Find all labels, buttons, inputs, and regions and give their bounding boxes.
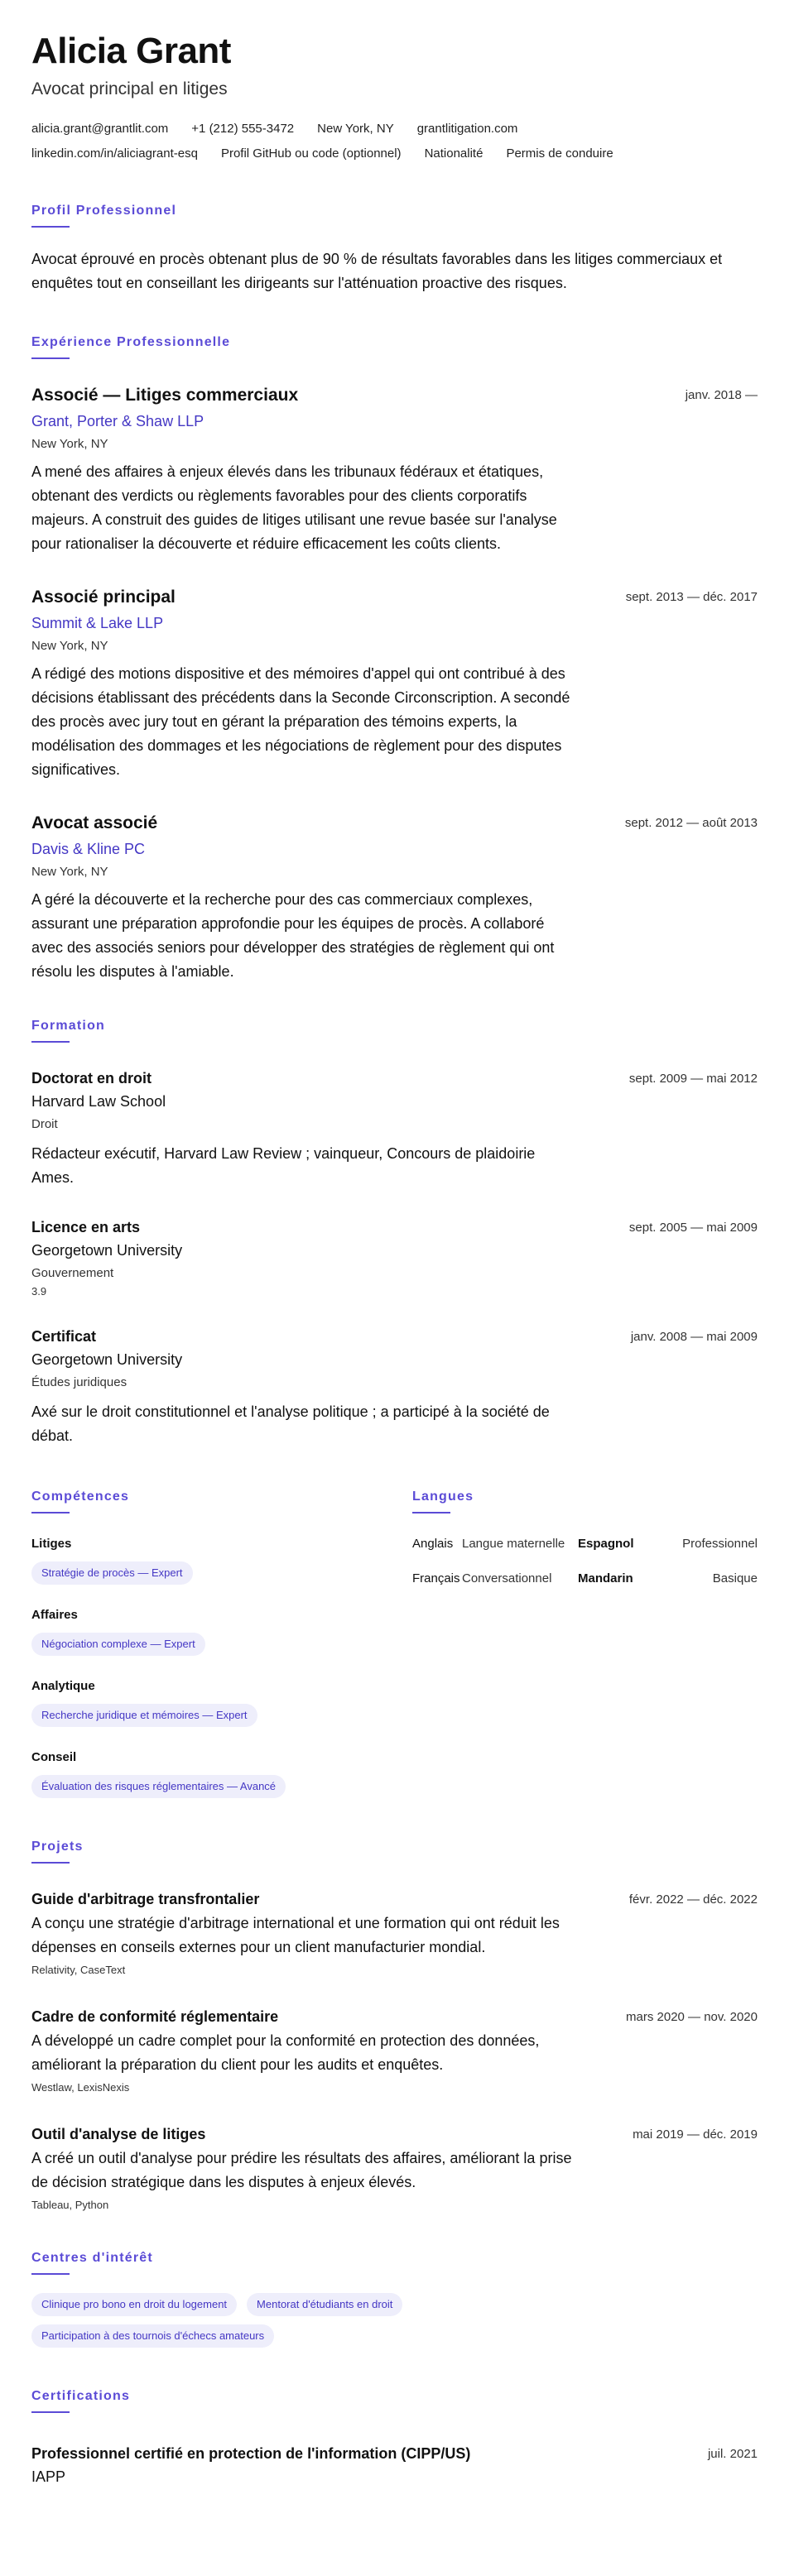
skill-category: Conseil <box>31 1750 77 1764</box>
experience-entry <box>31 586 758 782</box>
certification-entry <box>31 2443 758 2487</box>
experience-entry <box>31 384 758 556</box>
skill-category: Affaires <box>31 1608 78 1622</box>
section-divider <box>31 226 70 228</box>
certification-date: juil. 2021 <box>707 2447 758 2461</box>
contact-row-secondary <box>31 144 758 164</box>
candidate-headline: Avocat principal en litiges <box>31 79 228 98</box>
section-title: Projets <box>31 1840 84 1854</box>
job-location: New York, NY <box>31 437 108 451</box>
contact-nationality: Nationalité <box>424 146 484 161</box>
interests-section <box>31 2249 758 2348</box>
degree-title: Certificat <box>31 1328 97 1345</box>
section-divider <box>31 1512 70 1513</box>
field-of-study: Études juridiques <box>31 1375 127 1389</box>
section-title: Expérience Professionnelle <box>31 335 231 349</box>
job-location: New York, NY <box>31 865 108 879</box>
project-description: A conçu une stratégie d'arbitrage international et une formation qui ont réduit les dépenses en conseils externes pour un client manufacturier mondial. <box>31 1915 560 1955</box>
section-divider <box>31 1041 70 1043</box>
section-title: Formation <box>31 1019 106 1033</box>
contact-phone[interactable]: +1 (212) 555-3472 <box>191 122 295 136</box>
projects-section <box>31 1838 758 2213</box>
section-title: Compétences <box>31 1489 130 1504</box>
section-title: Langues <box>412 1489 474 1504</box>
language-level: Basique <box>712 1571 758 1585</box>
skill-chip: Stratégie de procès — Expert <box>31 1561 193 1585</box>
project-tech: Westlaw, LexisNexis <box>31 2081 130 2094</box>
company-name: Davis & Kline PC <box>31 841 146 857</box>
degree-title: Licence en arts <box>31 1219 141 1235</box>
language-level: Langue maternelle <box>462 1537 565 1551</box>
field-of-study: Droit <box>31 1117 58 1131</box>
education-description: Axé sur le droit constitutionnel et l'analyse politique ; a participé à la société de débat. <box>31 1403 550 1444</box>
section-divider <box>31 1862 70 1864</box>
education-description: Rédacteur exécutif, Harvard Law Review ; vainqueur, Concours de plaidoirie Ames. <box>31 1145 536 1186</box>
job-title: Avocat associé <box>31 813 158 832</box>
candidate-name: Alicia Grant <box>31 31 231 71</box>
project-entry <box>31 2006 758 2095</box>
language-level: Professionnel <box>682 1537 758 1551</box>
resume-header <box>31 30 758 164</box>
institution-name: Georgetown University <box>31 1351 183 1368</box>
project-entry <box>31 2123 758 2213</box>
education-section <box>31 1017 758 1448</box>
interest-chip: Participation à des tournois d'échecs amateurs <box>31 2324 274 2348</box>
education-dates: sept. 2005 — mai 2009 <box>628 1221 758 1235</box>
education-entry <box>31 1067 758 1190</box>
project-dates: mars 2020 — nov. 2020 <box>626 2010 758 2024</box>
contact-row-primary <box>31 119 758 139</box>
skill-chip: Évaluation des risques réglementaires — Avancé <box>31 1775 286 1798</box>
project-tech: Relativity, CaseText <box>31 1964 126 1976</box>
job-location: New York, NY <box>31 639 108 653</box>
project-name: Guide d'arbitrage transfrontalier <box>31 1891 260 1907</box>
education-entry <box>31 1326 758 1448</box>
contact-driving-license: Permis de conduire <box>506 146 613 161</box>
section-title: Certifications <box>31 2389 131 2403</box>
profile-summary: Avocat éprouvé en procès obtenant plus de 90 % de résultats favorables dans les litiges commerciaux et enquêtes tout en conseillant les dirigeants sur l'atténuation proactive des risques. <box>31 251 723 291</box>
language-name: Mandarin <box>578 1571 633 1585</box>
section-title: Profil Professionnel <box>31 204 177 218</box>
language-level: Conversationnel <box>462 1571 552 1585</box>
languages-section <box>412 1488 758 1798</box>
contact-website[interactable]: grantlitigation.com <box>416 122 518 136</box>
certifications-section <box>31 2387 758 2487</box>
section-title: Centres d'intérêt <box>31 2251 153 2265</box>
languages-grid <box>412 1535 758 1588</box>
contact-location: New York, NY <box>317 122 394 136</box>
institution-name: Georgetown University <box>31 1242 183 1259</box>
field-of-study: Gouvernement <box>31 1266 114 1280</box>
interest-chip: Mentorat d'étudiants en droit <box>247 2293 402 2316</box>
company-name: Summit & Lake LLP <box>31 615 164 631</box>
experience-entry <box>31 812 758 984</box>
skill-chip: Négociation complexe — Expert <box>31 1633 205 1656</box>
job-dates: sept. 2012 — août 2013 <box>624 816 758 830</box>
skill-group <box>31 1749 412 1798</box>
interests-list <box>31 2293 545 2348</box>
skill-group <box>31 1606 412 1656</box>
skill-chip: Recherche juridique et mémoires — Expert <box>31 1704 257 1727</box>
skill-category: Litiges <box>31 1537 72 1551</box>
job-dates: janv. 2018 — <box>685 388 758 402</box>
project-description: A créé un outil d'analyse pour prédire les résultats des affaires, améliorant la prise de décision stratégique dans les disputes à enjeux élevés. <box>31 2150 572 2190</box>
language-name: Français <box>412 1571 460 1585</box>
contact-github[interactable]: Profil GitHub ou code (optionnel) <box>220 146 402 161</box>
company-name: Grant, Porter & Shaw LLP <box>31 413 204 429</box>
job-dates: sept. 2013 — déc. 2017 <box>625 590 758 604</box>
section-divider <box>31 357 70 359</box>
skills-languages-row <box>31 1488 758 1798</box>
certification-name: Professionnel certifié en protection de l'information (CIPP/US) <box>31 2445 471 2462</box>
job-title: Associé — Litiges commerciaux <box>31 386 299 405</box>
job-description: A mené des affaires à enjeux élevés dans les tribunaux fédéraux et étatiques, obtenant des verdicts ou règlements favorables pour des clients corporatifs majeurs. A construit des guides de litiges utilisant une revue basée sur l'analyse pour rationaliser la découverte et réduire efficacement les coûts clients. <box>31 463 557 552</box>
language-name: Anglais <box>412 1537 454 1551</box>
contact-email[interactable]: alicia.grant@grantlit.com <box>31 122 169 136</box>
education-entry <box>31 1216 758 1299</box>
project-entry <box>31 1888 758 1978</box>
project-dates: févr. 2022 — déc. 2022 <box>628 1892 758 1907</box>
education-dates: sept. 2009 — mai 2012 <box>628 1072 758 1086</box>
skill-category: Analytique <box>31 1679 95 1693</box>
degree-title: Doctorat en droit <box>31 1070 152 1087</box>
certification-issuer: IAPP <box>31 2468 66 2485</box>
interest-chip: Clinique pro bono en droit du logement <box>31 2293 237 2316</box>
project-name: Cadre de conformité réglementaire <box>31 2008 279 2025</box>
project-description: A développé un cadre complet pour la conformité en protection des données, améliorant la préparation du client pour les audits et enquêtes. <box>31 2032 540 2073</box>
job-title: Associé principal <box>31 588 176 607</box>
institution-name: Harvard Law School <box>31 1093 166 1110</box>
project-tech: Tableau, Python <box>31 2199 109 2211</box>
section-divider <box>31 2273 70 2275</box>
language-name: Espagnol <box>578 1537 634 1551</box>
project-dates: mai 2019 — déc. 2019 <box>633 2127 758 2142</box>
project-name: Outil d'analyse de litiges <box>31 2126 206 2142</box>
grade-score: 3.9 <box>31 1285 47 1298</box>
section-divider <box>31 2411 70 2413</box>
education-dates: janv. 2008 — mai 2009 <box>630 1330 758 1344</box>
section-divider <box>412 1512 450 1513</box>
contact-linkedin[interactable]: linkedin.com/in/aliciagrant-esq <box>31 146 198 161</box>
skill-group <box>31 1677 412 1727</box>
skill-group <box>31 1535 412 1585</box>
job-description: A rédigé des motions dispositive et des mémoires d'appel qui ont contribué à des décisions établissant des précédents dans la Seconde Circonscription. A secondé des procès avec jury tout en gérant la préparation des témoins experts, la modélisation des dommages et les négociations de règlement pour des disputes significatives. <box>31 665 570 778</box>
job-description: A géré la découverte et la recherche pour des cas commerciaux complexes, assurant une préparation approfondie pour les équipes de procès. A collaboré avec des associés seniors pour développer des stratégies de règlement qui ont résolu les disputes à l'amiable. <box>31 891 555 980</box>
skills-section <box>31 1488 412 1798</box>
profile-section <box>31 202 758 295</box>
experience-section <box>31 333 758 984</box>
